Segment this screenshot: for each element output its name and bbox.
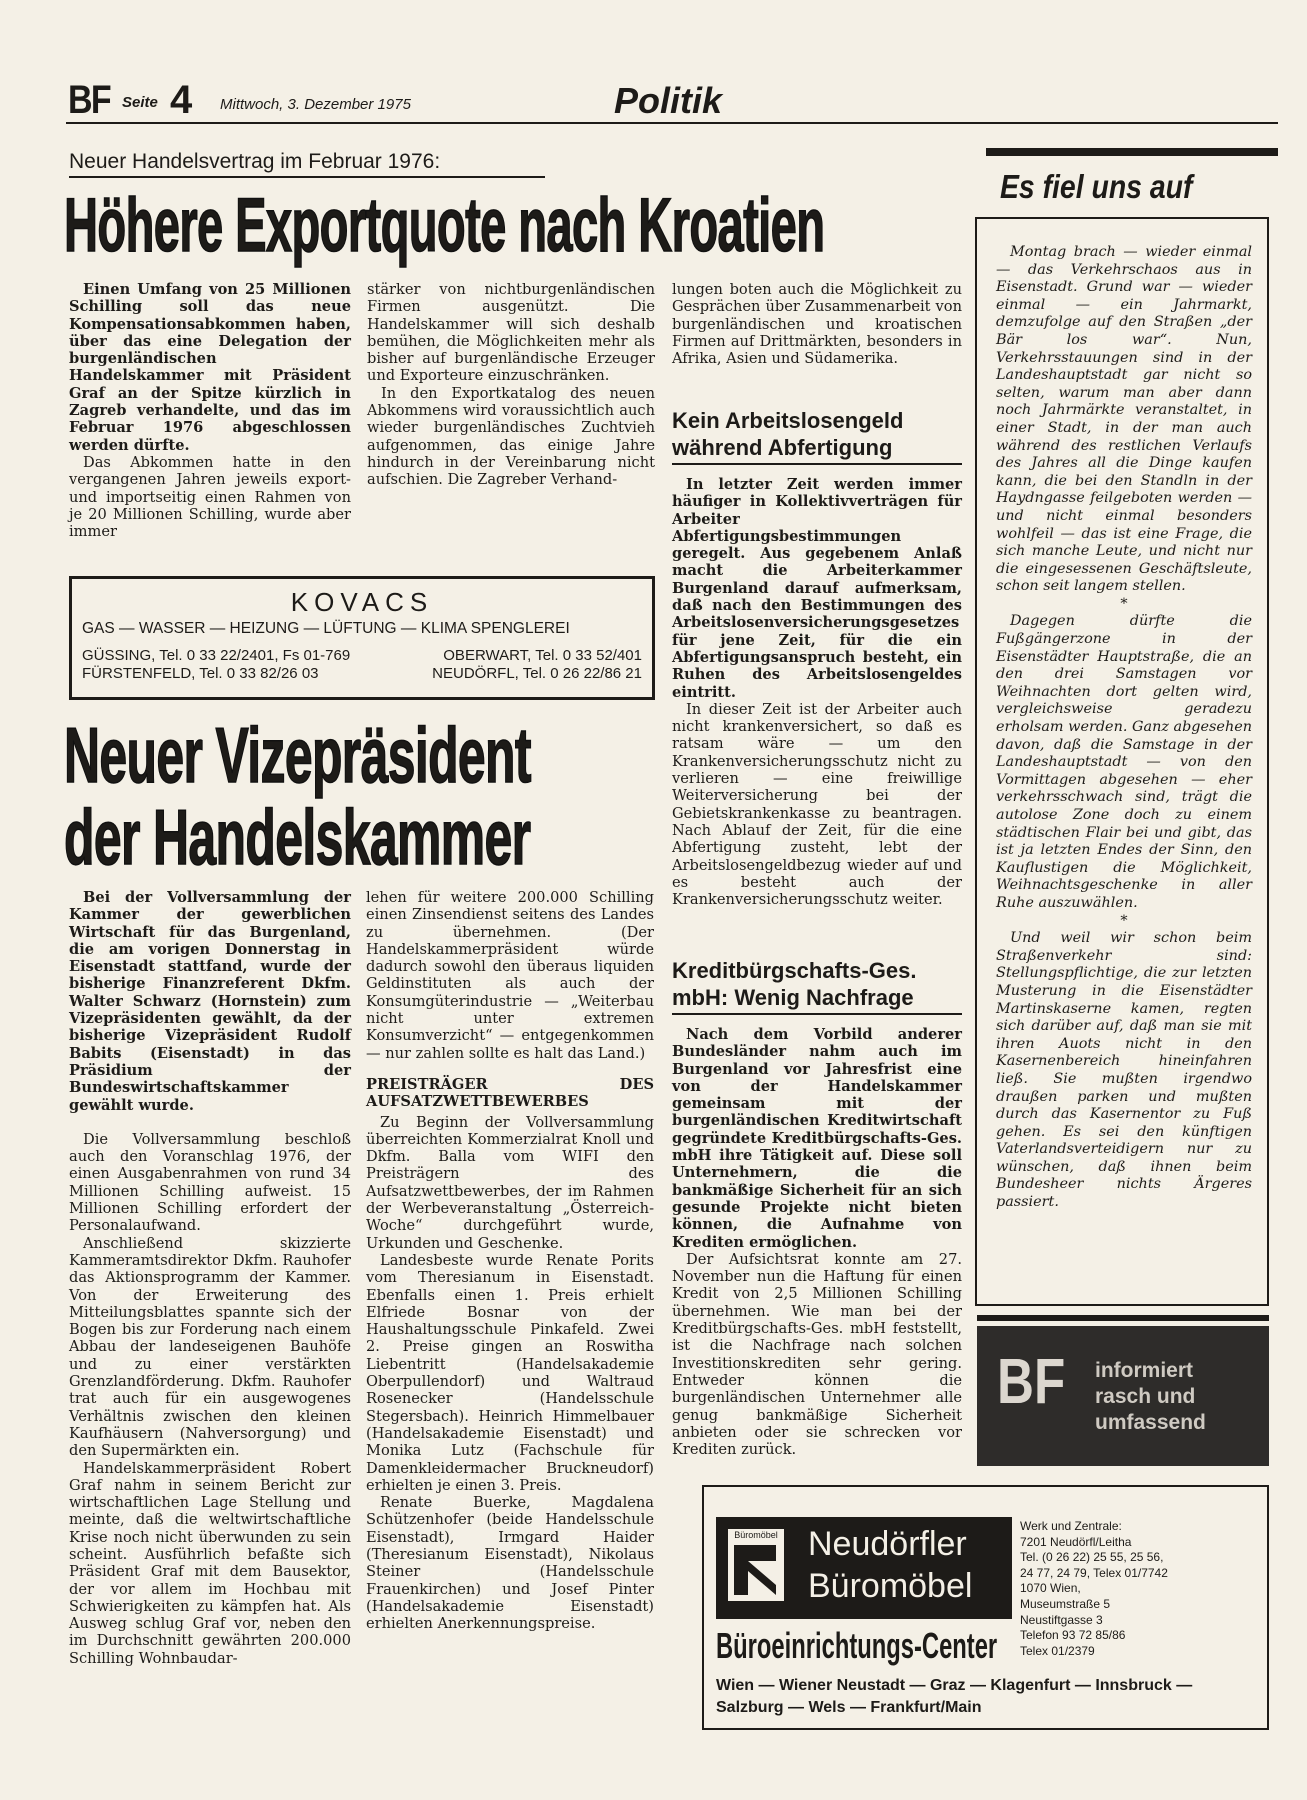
article2-paragraph: lehen für weitere 200.000 Schilling einen Zinsendienst seitens des Landes zu übernehmen. (Der Handelskammerpräsident würde dadurch sowohl den überaus liquiden Geldinstituten als auch der Konsumgüterindustrie — „Weiterbau nicht unter extremen Konsumverzicht“ — entgegenkommen — nur zahlen sollte es halt das Land.) <box>366 889 654 1062</box>
moebel-center: Büroeinrichtungs-Center <box>716 1625 998 1666</box>
kovacs-location: OBERWART, Tel. 0 33 52/401 <box>443 647 642 664</box>
page-label: Seite <box>122 94 158 111</box>
article2-column-2 <box>366 889 654 1632</box>
article2-headline-line: der Handelskammer <box>64 793 531 881</box>
article2-paragraph: Die Vollversammlung beschloß auch den Voranschlag 1976, der einen Ausgabenrahmen von rund 34 Millionen Schilling aufweist. 15 Millionen Schilling erfordert der Personalaufwand. <box>69 1130 351 1235</box>
moebel-contact-line: Tel. (0 26 22) 25 55, 25 56, <box>1020 1550 1164 1565</box>
column-paragraph: Dagegen dürfte die Fußgängerzone in der Eisenstädter Hauptstraße, die an den drei Samstagen vor Weihnachten dort gelten wird, vergleichsweise geradezu erholsam werden. Ganz abgesehen davon, daß die Samstage in der Landeshauptstadt — von den Vormittagen abgesehen — eher verkehrsschwach sind, trägt die autolose Zone doch zu einem städtischen Flair bei und gibt, das ist ja letzten Endes der Sinn, den Kauflustigen die Möglichkeit, Weihnachtsgeschenke in aller Ruhe auszuwählen. <box>996 613 1252 911</box>
column-paragraph: Und weil wir schon beim Straßenverkehr sind: Stellungspflichtige, die zur letzten Musterung in die Eisenstädter Martinskaserne kamen, regten sich darüber auf, daß man sie mit ihren Auots nicht in den Kasernenbereich hineinfahren ließ. Sie mußten irgendwo draußen parken und mußten durch das Kasernentor zu Fuß gehen. Es sei den künftigen Vaterlandsverteidigern nur zu wünschen, daß ihnen beim Bundesheer nichts Ärgeres passiert. <box>996 930 1252 1211</box>
article2-subhead: PREISTRÄGER DES AUFSATZWETTBEWERBES <box>366 1075 654 1111</box>
moebel-advertisement <box>702 1485 1269 1730</box>
moebel-contact-line: Museumstraße 5 <box>1020 1596 1111 1611</box>
article1-lead: Einen Umfang von 25 Millionen Schilling soll das neue Kompensationsabkommen haben, über das eine Delegation der burgenländischen Handelskammer mit Präsident Graf an der Spitze kürzlich in Zagreb verhandelte, und das im Februar 1976 abgeschlossen werden dürfte. <box>69 281 351 454</box>
moebel-contact-line: Telex 01/2379 <box>1020 1643 1095 1658</box>
article2-paragraph: Handelskammerpräsident Robert Graf nahm in seinem Bericht zur wirtschaftlichen Lage Stellung und meinte, daß die weltwirtschaftliche Krise noch nicht überwunden zu sein scheint. Ausführlich befaßte sich Präsident Graf mit dem Bausektor, der vor allem im Hochbau mit Schwierigkeiten zu kämpfen hat. Als Ausweg schlug Graf vor, neben den im Durchschnitt gewährten 200.000 Schilling Wohnbaudar- <box>69 1459 351 1667</box>
article2-headline <box>64 711 531 881</box>
article2-column-1 <box>69 889 351 1667</box>
column-separator: * <box>1120 595 1128 612</box>
article4-headline: Kreditbürgschafts-Ges. mbH: Wenig Nachfrage <box>672 957 962 1015</box>
column-paragraph: Montag brach — wieder einmal — das Verkehrschaos aus in Eisenstadt. Grund war — wieder einmal — ein Jahrmarkt, demzufolge auf den Straßen „der Bär los war“. Nun, Verkehrsstauungen sind in der Landeshauptstadt gar nicht so selten, warum man aber dann noch Jahrmärkte veranstaltet, in einer Stadt, in der man auch während des restlichen Verlaufs des Jahres all die Dinge kaufen kann, die bei den Standln in der Haydngasse feilgeboten werden — und nicht einmal besonders wohlfeil — das ist eine Frage, die sich manche Leute, und nicht nur die eingesessenen Geschäftsleute, schon seit langem stellen. <box>996 244 1252 595</box>
bf-ad-top-bar <box>977 1315 1269 1321</box>
bf-ad-slogan-line: rasch und <box>1095 1385 1196 1408</box>
article4-body <box>672 1026 962 1458</box>
article2-paragraph: Zu Beginn der Vollversammlung überreichten Kommerzialrat Knoll und Dkfm. Balla vom WIFI den Preisträgern des Aufsatzwettbewerbes, der im Rahmen der Werbeveranstaltung „Österreich-Woche“ durchgeführt wurde, Urkunden und Geschenke. <box>366 1113 654 1252</box>
moebel-brand-line: Neudörfler <box>808 1525 967 1563</box>
moebel-logo-label: Büromöbel <box>734 1530 778 1540</box>
article1-paragraph: stärker von nichtburgenländischen Firmen ausgenützt. Die Handelskammer will sich deshalb bemühen, die Möglichkeiten mehr als bisher auf burgenländische Erzeuger und Exporteure einzuschränken. <box>367 281 655 385</box>
moebel-brand-block <box>716 1517 1012 1619</box>
article2-paragraph: Landesbeste wurde Renate Porits vom Theresianum in Eisenstadt. Ebenfalls einen 1. Preis erhielt Elfriede Bosnar von der Haushaltungsschule Pinkafeld. Zwei 2. Preise gingen an Roswitha Liebentritt (Handelsakademie Oberpullendorf) und Waltraud Rosenecker (Handelsschule Stegersbach). Heinrich Himmelbauer (Handelsakademie Eisenstadt) und Monika Lutz (Fachschule für Damenkleidermacher Bruckneudorf) erhielten je einen 3. Preis. <box>366 1251 654 1494</box>
article1-column-3 <box>672 281 962 367</box>
moebel-contact-line: 7201 Neudörfl/Leitha <box>1020 1534 1132 1549</box>
issue-date: Mittwoch, 3. Dezember 1975 <box>220 96 411 113</box>
kovacs-location: FÜRSTENFELD, Tel. 0 33 82/26 03 <box>82 665 319 682</box>
bf-ad-logo: BF <box>997 1345 1066 1417</box>
bf-ad-slogan-line: informiert <box>1095 1359 1194 1382</box>
article4-paragraph: Der Aufsichtsrat konnte am 27. November nun die Haftung für einen Kredit von 2,5 Millionen Schilling übernehmen. Wie man bei der Kreditbürgschafts-Ges. mbH feststellt, ist die Nachfrage nach solchen Investitionskrediten sehr gering. Entweder können die burgenländischen Unternehmer alle genug bankmäßige Sicherheit anbieten oder sie schrecken vor Krediten zurück. <box>672 1250 962 1459</box>
article1-column-1 <box>69 281 351 540</box>
article1-paragraph: In den Exportkatalog des neuen Abkommens wird voraussichtlich auch wieder burgenländisches Zuchtvieh aufgenommen, das einige Jahre hindurch in der Vereinbarung nicht aufschien. Die Zagreber Verhand- <box>367 384 655 489</box>
column-separator: * <box>1120 912 1128 929</box>
article4-lead: Nach dem Vorbild anderer Bundesländer nahm auch im Burgenland vor Jahresfrist eine von der Handelskammer gemeinsam mit der burgenländischen Kreditwirtschaft gegründete Kreditbürgschafts-Ges. mbH ihre Tätigkeit auf. Diese soll Unternehmern, die die bankmäßige Sicherheit für an sich gesunde Projekte nicht bieten können, die Aufnahme von Krediten ermöglichen. <box>672 1026 962 1251</box>
bf-advertisement <box>977 1326 1269 1466</box>
moebel-cities-line: Salzburg — Wels — Frankfurt/Main <box>716 1699 982 1716</box>
kovacs-name: KOVACS <box>290 587 434 617</box>
page-number: 4 <box>170 78 193 122</box>
article2-headline-line: Neuer Vizepräsident <box>64 711 531 799</box>
article2-paragraph: Anschließend skizzierte Kammeramtsdirektor Dkfm. Rauhofer das Aktionsprogramm der Kammer. Von der Erweiterung des Mitteilungsblattes spannte sich der Bogen bis zur Forderung nach einem Abbau der landeseigenen Bauhöfe und zu einer verstärkten Grenzlandförderung. Dkfm. Rauhofer trat auch für ein ausgewogenes Verhältnis zwischen den kleinen Kaufhäusern (Nahversorgung) und den Supermärkten ein. <box>69 1234 351 1460</box>
moebel-cities-line: Wien — Wiener Neustadt — Graz — Klagenfurt — Innsbruck — <box>716 1677 1193 1694</box>
article2-paragraph: Renate Buerke, Magdalena Schützenhofer (beide Handelsschule Eisenstadt), Irmgard Haider (Theresianum Eisenstadt), Nikolaus Steiner (Handelsschule Frauenkirchen) und Josef Pinter (Handelsakademie Eisenstadt) erhielten Anerkennungspreise. <box>366 1494 654 1633</box>
article1-paragraph: Das Abkommen hatte in den vergangenen Jahren jeweils export- und importseitig einen Rahmen von je 20 Millionen Schilling, wurde aber immer <box>69 453 351 541</box>
moebel-brand <box>808 1523 972 1607</box>
kovacs-advertisement <box>69 576 655 700</box>
column-body <box>996 244 1252 1212</box>
moebel-contact-line: Neustiftgasse 3 <box>1020 1612 1103 1627</box>
article1-column-2 <box>367 281 655 489</box>
article3-body <box>672 476 962 908</box>
column-title: Es fiel uns auf <box>1000 168 1193 205</box>
moebel-brand-line: Büromöbel <box>808 1567 973 1605</box>
article3-headline: Kein Arbeitslosengeld während Abfertigung <box>672 407 962 465</box>
moebel-cities <box>716 1675 1192 1719</box>
moebel-contact-line: Werk und Zentrale: <box>1020 1519 1122 1533</box>
moebel-logo <box>728 1529 784 1601</box>
article1-headline: Höhere Exportquote nach Kroatien <box>64 183 825 268</box>
kovacs-services: GAS — WASSER — HEIZUNG — LÜFTUNG — KLIMA SPENGLEREI <box>82 620 570 637</box>
kovacs-location: GÜSSING, Tel. 0 33 22/2401, Fs 01-769 <box>82 647 351 664</box>
kovacs-location: NEUDÖRFL, Tel. 0 26 22/86 21 <box>432 665 642 682</box>
article1-kicker: Neuer Handelsvertrag im Februar 1976: <box>69 150 545 178</box>
bf-ad-slogan <box>1095 1358 1206 1436</box>
newspaper-logo: BF <box>68 78 110 122</box>
article3-paragraph: In dieser Zeit ist der Arbeiter auch nicht krankenversichert, so daß es ratsam wäre — um den Krankenversicherungsschutz nicht zu verlieren — eine freiwillige Weiterversicherung bei der Gebietskrankenkasse zu beantragen. Nach Ablauf der Zeit, für die eine Abfertigung zusteht, lebt der Arbeitslosengeldbezug wieder auf und es besteht auch der Krankenversicherungsschutz weiter. <box>672 700 962 909</box>
article3-lead: In letzter Zeit werden immer häufiger in Kollektivverträgen für Arbeiter Abfertigungsbestimmungen geregelt. Aus gegebenem Anlaß macht die Arbeiterkammer Burgenland darauf aufmerksam, daß nach den Bestimmungen des Arbeitslosenversicherungsgesetzes für jene Zeit, für die ein Abfertigungsanspruch besteht, ein Ruhen des Arbeitslosengeldes eintritt. <box>672 476 962 701</box>
header-rule <box>66 122 1278 124</box>
moebel-contact <box>1020 1519 1168 1659</box>
n-logo-icon <box>728 1541 784 1599</box>
moebel-contact-line: 1070 Wien, <box>1020 1581 1081 1596</box>
article1-paragraph: lungen boten auch die Möglichkeit zu Gesprächen über Zusammenarbeit von burgenländischen und kroatischen Firmen auf Drittmärkten, besonders in Afrika, Asien und Südamerika. <box>672 281 962 368</box>
bf-ad-slogan-line: umfassend <box>1095 1411 1206 1434</box>
column-top-bar <box>986 148 1278 156</box>
article2-lead: Bei der Vollversammlung der Kammer der gewerblichen Wirtschaft für das Burgenland, die am vorigen Donnerstag in Eisenstadt stattfand, wurde der bisherige Finanzreferent Dkfm. Walter Schwarz (Hornstein) zum Vizepräsidenten gewählt, da der bisherige Vizepräsident Rudolf Babits (Eisenstadt) in das Präsidium der Bundeswirtschaftskammer gewählt wurde. <box>69 889 351 1114</box>
section-title: Politik <box>614 80 723 121</box>
moebel-contact-line: 24 77, 24 79, Telex 01/7742 <box>1020 1565 1168 1580</box>
moebel-contact-line: Telefon 93 72 85/86 <box>1020 1628 1126 1643</box>
